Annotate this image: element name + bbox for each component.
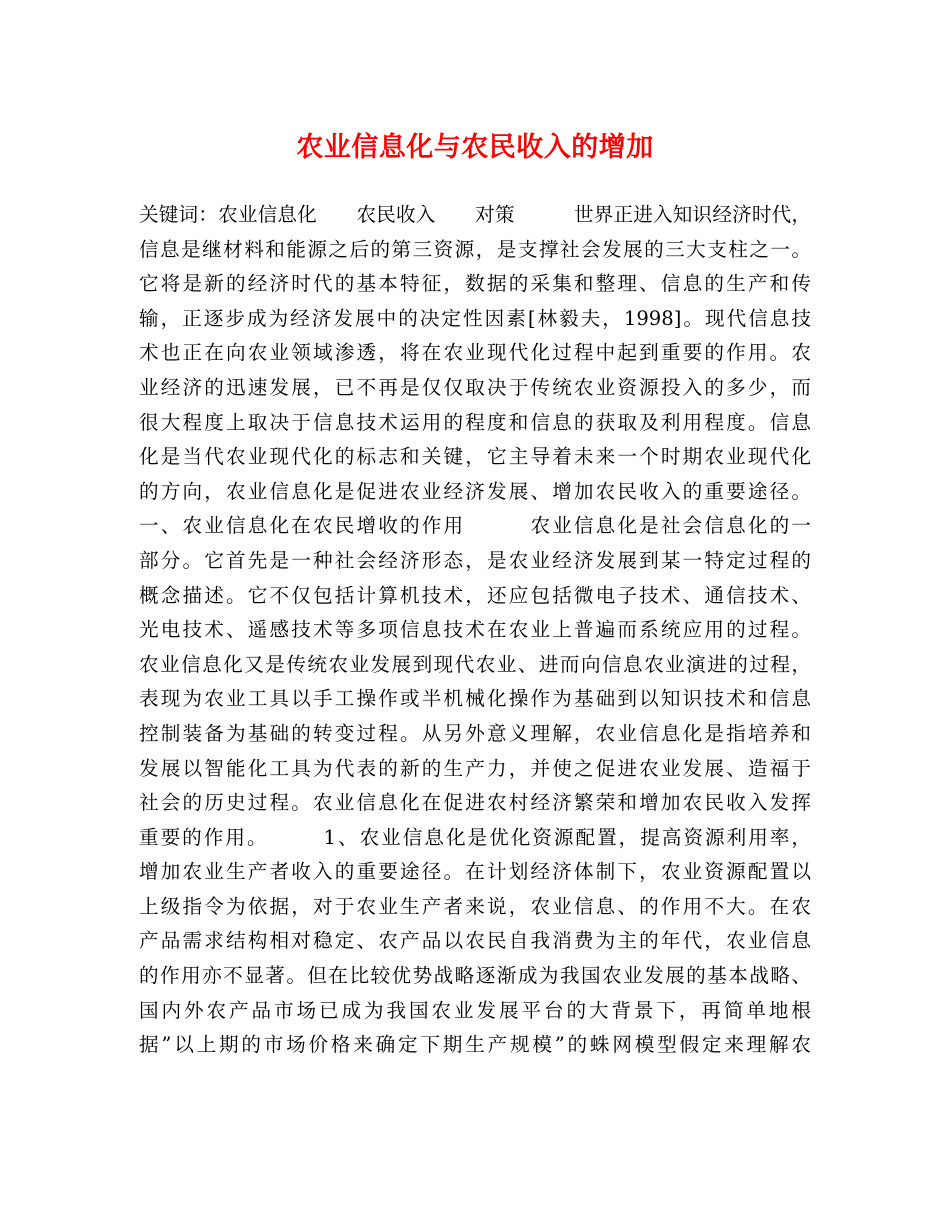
body-line: 增加农业生产者收入的重要途径。在计划经济体制下，农业资源配置以: [139, 860, 811, 884]
document-title: 农业信息化与农民收入的增加: [296, 132, 654, 163]
body-line: 上级指令为依据，对于农业生产者来说，农业信息、的作用不大。在农: [139, 894, 811, 918]
body-line: 业经济的迅速发展，已不再是仅仅取决于传统农业资源投入的多少，而: [139, 375, 811, 399]
body-line: 据”以上期的市场价格来确定下期生产规模”的蛛网模型假定来理解农: [139, 1033, 811, 1057]
body-line: 它将是新的经济时代的基本特征，数据的采集和整理、信息的生产和传: [139, 272, 811, 296]
body-line: 控制装备为基础的转变过程。从另外意义理解，农业信息化是指培养和: [139, 721, 811, 745]
body-line: 部分。它首先是一种社会经济形态，是农业经济发展到某一特定过程的: [139, 548, 811, 572]
document-body: [139, 198, 811, 1063]
body-line: 一、农业信息化在农民增收的作用 农业信息化是社会信息化的一: [139, 514, 811, 538]
body-line: 表现为农业工具以手工操作或半机械化操作为基础到以知识技术和信息: [139, 687, 811, 711]
body-line: 输，正逐步成为经济发展中的决定性因素[林毅夫，1998]。现代信息技: [139, 306, 811, 330]
body-line: 社会的历史过程。农业信息化在促进农村经济繁荣和增加农民收入发挥: [139, 791, 811, 815]
body-line: 国内外农产品市场已成为我国农业发展平台的大背景下，再简单地根: [139, 998, 811, 1022]
body-line: 的作用亦不显著。但在比较优势战略逐渐成为我国农业发展的基本战略、: [139, 964, 811, 988]
body-line: 重要的作用。 1、农业信息化是优化资源配置，提高资源利用率，: [139, 825, 811, 849]
body-line: 概念描述。它不仅包括计算机技术，还应包括微电子技术、通信技术、: [139, 583, 811, 607]
body-line: 化是当代农业现代化的标志和关键，它主导着未来一个时期农业现代化: [139, 445, 811, 469]
body-line: 发展以智能化工具为代表的新的生产力，并使之促进农业发展、造福于: [139, 756, 811, 780]
body-line: 产品需求结构相对稳定、农产品以农民自我消费为主的年代，农业信息: [139, 929, 811, 953]
body-line: 农业信息化又是传统农业发展到现代农业、进而向信息农业演进的过程，: [139, 652, 811, 676]
body-line: 光电技术、遥感技术等多项信息技术在农业上普遍而系统应用的过程。: [139, 618, 811, 642]
body-line: 很大程度上取决于信息技术运用的程度和信息的获取及利用程度。信息: [139, 410, 811, 434]
body-line: 术也正在向农业领域渗透，将在农业现代化过程中起到重要的作用。农: [139, 341, 811, 365]
body-line: 的方向，农业信息化是促进农业经济发展、增加农民收入的重要途径。: [139, 479, 811, 503]
body-line: 信息是继材料和能源之后的第三资源，是支撑社会发展的三大支柱之一。: [139, 237, 811, 261]
body-line: 关键词：农业信息化 农民收入 对策 世界正进入知识经济时代，: [139, 203, 811, 226]
